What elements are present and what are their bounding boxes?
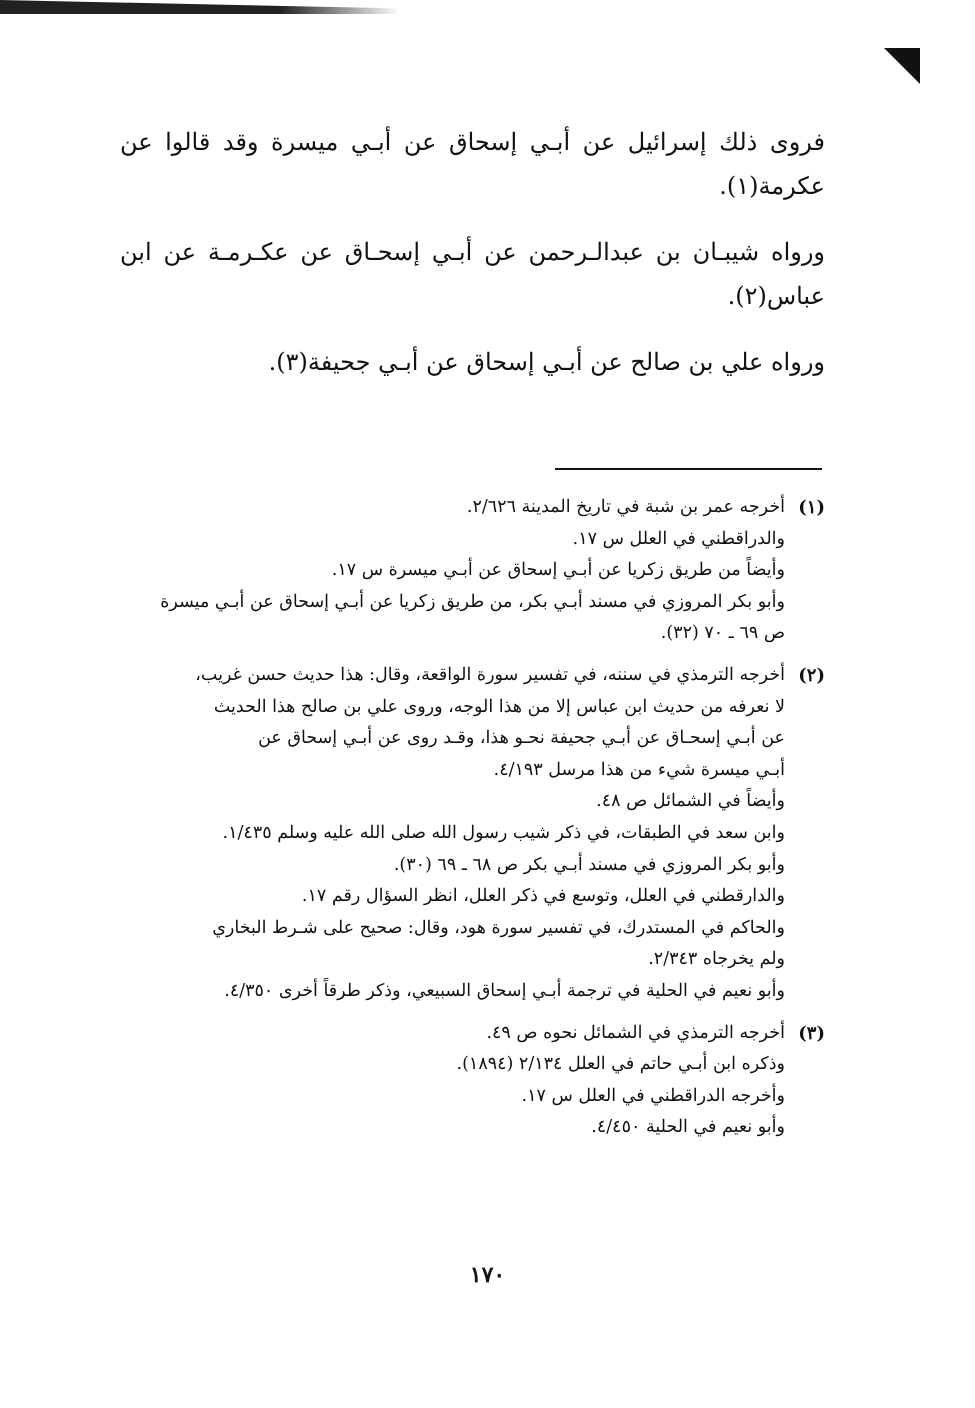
paragraph: ورواه شيبـان بن عبدالـرحمن عن أبـي إسحـاق عن عكـرمـة عن ابن عباس(٢). — [120, 238, 825, 310]
footnote-line: وأبو نعيم في الحلية ٤/٤٥٠. — [591, 1117, 785, 1138]
footnote — [120, 660, 825, 1008]
footnote-line: أخرجه الترمذي في سننه، في تفسير سورة الواقعة، وقال: هذا حديث حسن غريب، — [195, 664, 785, 685]
footnote-line: والدارقطني في العلل، وتوسع في ذكر العلل، انظر السؤال رقم ١٧. — [301, 886, 785, 907]
footnote-separator — [555, 468, 822, 470]
footnote-line: أبـي ميسرة شيء من هذا مرسل ٤/١٩٣. — [493, 759, 785, 780]
footnote-line: وذكره ابن أبـي حاتم في العلل ٢/١٣٤ (١٨٩٤). — [456, 1054, 785, 1075]
footnote-line: ص ٦٩ ـ ٧٠ (٣٢). — [660, 623, 785, 644]
footnote-number: (٢) — [798, 664, 825, 686]
footnote-line: وأيضاً من طريق زكريا عن أبـي إسحاق عن أبـي ميسرة س ١٧. — [331, 560, 785, 581]
paragraph: ورواه علي بن صالح عن أبـي إسحاق عن أبـي جحيفة(٣). — [268, 348, 825, 376]
footnote-line: لا نعرفه من حديث ابن عباس إلا من هذا الوجه، وروى علي بن صالح هذا الحديث — [213, 696, 785, 717]
footnote-number: (٣) — [798, 1022, 825, 1044]
page-number: ١٧٠ — [469, 1262, 506, 1288]
paragraph: فروى ذلك إسرائيل عن أبـي إسحاق عن أبـي ميسرة وقد قالوا عن عكرمة(١). — [120, 128, 825, 200]
footnote-line: والدراقطني في العلل س ١٧. — [572, 528, 785, 549]
footnote-line: عن أبـي إسحـاق عن أبـي جحيفة نحـو هذا، وقـد روى عن أبـي إسحاق عن — [258, 728, 785, 749]
main-text — [120, 120, 825, 406]
footnote-line: والحاكم في المستدرك، في تفسير سورة هود، وقال: صحيح على شـرط البخاري — [212, 917, 785, 938]
footnote-line: أخرجه الترمذي في الشمائل نحوه ص ٤٩. — [486, 1022, 785, 1043]
footnote-line: وأخرجه الدراقطني في العلل س ١٧. — [521, 1085, 785, 1106]
footnote — [120, 1018, 825, 1144]
footnote-line: ولم يخرجاه ٢/٣٤٣. — [648, 949, 785, 970]
footnote-line: وأبو نعيم في الحلية في ترجمة أبـي إسحاق السبيعي، وذكر طرقاً أخرى ٤/٣٥٠. — [224, 980, 785, 1001]
footnote — [120, 492, 825, 650]
footnote-line: وأبو بكر المروزي في مسند أبـي بكر ص ٦٨ ـ ٦٩ (٣٠). — [393, 854, 785, 875]
footnote-line: وأبو بكر المروزي في مسند أبـي بكر، من طريق زكريا عن أبـي إسحاق عن أبـي ميسرة — [160, 591, 785, 612]
scan-edge-mark — [0, 0, 400, 14]
footnotes — [120, 492, 825, 1154]
footnote-line: وابن سعد في الطبقات، في ذكر شيب رسول الله صلى الله عليه وسلم ١/٤٣٥. — [222, 822, 785, 843]
corner-triangle-mark — [884, 48, 920, 84]
footnote-line: وأيضاً في الشمائل ص ٤٨. — [596, 791, 785, 812]
footnote-number: (١) — [798, 497, 825, 518]
footnote-line: أخرجه عمر بن شبة في تاريخ المدينة ٢/٦٢٦. — [466, 497, 785, 517]
